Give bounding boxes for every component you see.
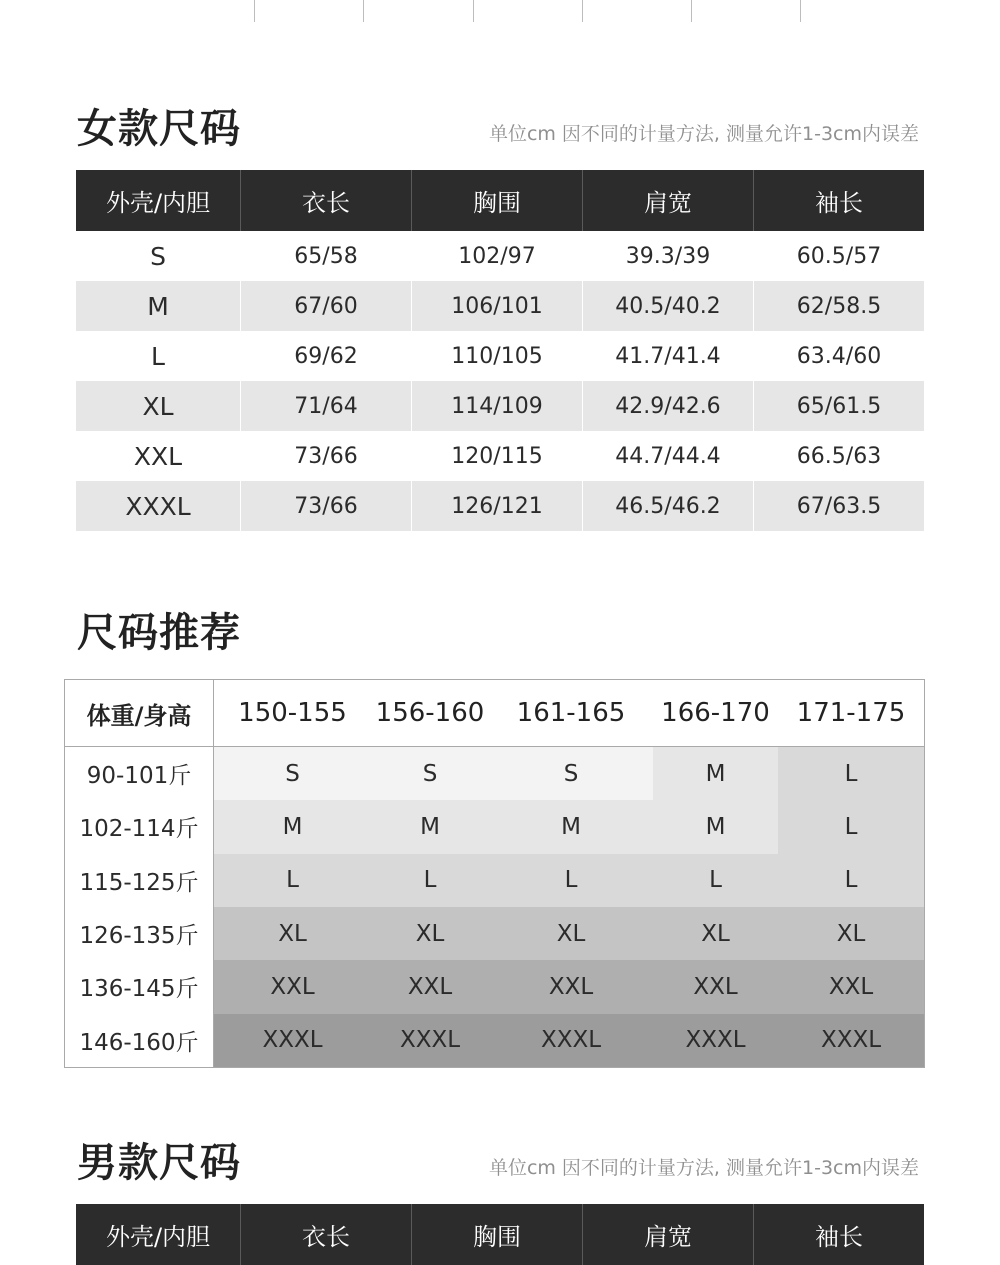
header-cell: 外壳/内胆 [76,1204,241,1265]
table-cell: 44.7/44.4 [583,431,754,481]
header-cell: 外壳/内胆 [76,170,241,231]
divider-line [473,0,474,22]
size-label: M [76,281,241,331]
size-cell: XXXL [778,1014,925,1068]
height-header: 161-165 [489,680,653,747]
size-cell: M [214,800,372,853]
table-row [76,231,924,281]
table-cell: 40.5/40.2 [583,281,754,331]
header-cell: 肩宽 [583,1204,754,1265]
header-cell: 袖长 [754,170,925,231]
header-cell: 袖长 [754,1204,925,1265]
header-cell: 胸围 [412,1204,583,1265]
table-cell: 60.5/57 [754,231,925,281]
table-row [76,281,924,331]
size-cell: XL [214,907,372,960]
size-cell: XXXL [653,1014,778,1068]
height-header: 150-155 [214,680,372,747]
table-cell: 65/58 [241,231,412,281]
divider-line [363,0,364,22]
height-header: 166-170 [653,680,778,747]
table-row [76,481,924,531]
table-row [65,907,925,960]
men-size-table [76,1204,924,1265]
size-recommend-title: 尺码推荐 [77,610,241,656]
table-row [65,747,925,801]
size-label: XXL [133,441,183,471]
size-cell: L [489,854,653,907]
weight-label: 115-125斤 [65,854,214,907]
size-cell: M [489,800,653,853]
men-measure-note: 单位cm 因不同的计量方法, 测量允许1-3cm内误差 [488,1157,919,1179]
size-cell: XXXL [371,1014,489,1068]
table-cell: 65/61.5 [754,381,925,431]
table-cell: 73/66 [241,431,412,481]
women-measure-note: 单位cm 因不同的计量方法, 测量允许1-3cm内误差 [488,123,919,145]
divider-line [254,0,255,22]
header-cell: 肩宽 [583,170,754,231]
size-cell: M [653,800,778,853]
table-cell: 120/115 [412,431,583,481]
table-row [76,331,924,381]
weight-label: 102-114斤 [65,800,214,853]
header-cell: 衣长 [241,1204,412,1265]
size-cell: XL [489,907,653,960]
table-cell: 67/60 [241,281,412,331]
table-cell: 67/63.5 [754,481,925,531]
size-label: XL [76,381,241,431]
men-size-title: 男款尺码 [77,1140,241,1186]
table-header-row [65,680,925,747]
table-cell: 66.5/63 [754,431,925,481]
table-cell: 62/58.5 [754,281,925,331]
size-cell: XL [653,907,778,960]
size-cell: L [653,854,778,907]
height-header: 156-160 [371,680,489,747]
size-cell: L [778,800,925,853]
size-cell: XL [371,907,489,960]
weight-label: 90-101斤 [65,747,214,801]
size-cell: M [653,747,778,801]
table-cell: 114/109 [412,381,583,431]
size-cell: XL [778,907,925,960]
table-header-row [76,170,924,231]
table-cell: 106/101 [412,281,583,331]
height-header: 171-175 [778,680,925,747]
size-cell: XXL [214,960,372,1013]
size-cell: XXXL [489,1014,653,1068]
size-cell: S [214,747,372,801]
table-cell: 46.5/46.2 [583,481,754,531]
table-row [65,854,925,907]
size-cell: S [371,747,489,801]
table-row [76,381,924,431]
size-cell: L [778,747,925,801]
weight-label: 136-145斤 [65,960,214,1013]
table-row [76,431,924,481]
table-row [65,1014,925,1068]
size-label: S [150,241,166,271]
table-row [65,960,925,1013]
table-cell: 69/62 [241,331,412,381]
size-cell: M [371,800,489,853]
size-cell: S [489,747,653,801]
table-cell: 41.7/41.4 [583,331,754,381]
weight-label: 126-135斤 [65,907,214,960]
table-cell: 71/64 [241,381,412,431]
header-cell: 胸围 [412,170,583,231]
size-cell: XXL [371,960,489,1013]
size-cell: XXL [653,960,778,1013]
size-cell: XXXL [214,1014,372,1068]
size-label: L [151,341,165,371]
size-cell: L [778,854,925,907]
table-row [65,800,925,853]
size-cell: L [371,854,489,907]
top-dividers [0,0,1000,22]
women-size-title: 女款尺码 [77,106,241,152]
table-cell: 42.9/42.6 [583,381,754,431]
table-cell: 102/97 [412,231,583,281]
size-label: XXXL [76,481,241,531]
weight-height-header: 体重/身高 [65,680,214,747]
table-cell: 63.4/60 [754,331,925,381]
size-cell: XXL [778,960,925,1013]
header-cell: 衣长 [241,170,412,231]
table-cell: 110/105 [412,331,583,381]
size-cell: L [214,854,372,907]
divider-line [800,0,801,22]
table-cell: 39.3/39 [583,231,754,281]
women-size-table [76,170,924,531]
divider-line [691,0,692,22]
weight-label: 146-160斤 [65,1014,214,1068]
divider-line [582,0,583,22]
table-cell: 126/121 [412,481,583,531]
table-cell: 73/66 [241,481,412,531]
size-cell: XXL [489,960,653,1013]
table-header-row [76,1204,924,1265]
size-recommend-table [64,679,925,1068]
